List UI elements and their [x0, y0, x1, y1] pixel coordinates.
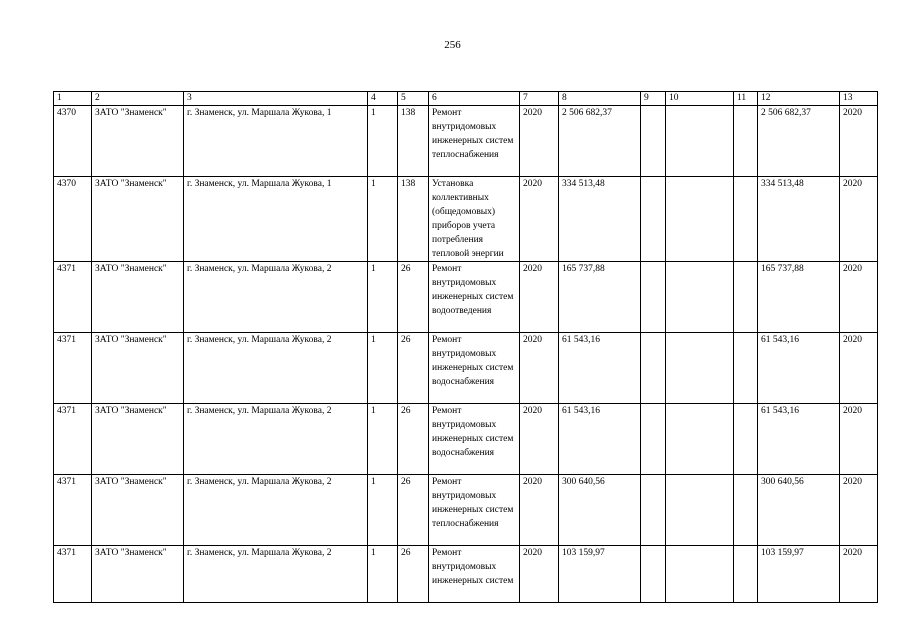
- cell-10-cell: [666, 106, 734, 177]
- header-cell: 3: [184, 92, 368, 106]
- year-cell: 2020: [520, 262, 559, 333]
- municipality-cell: ЗАТО "Знаменск": [92, 475, 184, 546]
- cell-5-cell: 26: [398, 475, 429, 546]
- work-type-cell: Установка коллективных (общедомовых) приборов учета потребления тепловой энергии: [429, 177, 520, 262]
- table-row: [54, 546, 878, 603]
- cell-4-cell: 1: [368, 333, 398, 404]
- total-cost-cell: 165 737,88: [758, 262, 840, 333]
- cell-10-cell: [666, 475, 734, 546]
- address-cell: г. Знаменск, ул. Маршала Жукова, 2: [184, 546, 368, 603]
- municipality-cell: ЗАТО "Знаменск": [92, 333, 184, 404]
- cell-10-cell: [666, 333, 734, 404]
- table-row: [54, 404, 878, 475]
- total-cost-cell: 300 640,56: [758, 475, 840, 546]
- row-number-cell: 4371: [54, 404, 92, 475]
- header-cell: 4: [368, 92, 398, 106]
- completion-year-cell: 2020: [840, 177, 878, 262]
- cost-cell: 165 737,88: [559, 262, 641, 333]
- completion-year-cell: 2020: [840, 404, 878, 475]
- row-number-cell: 4370: [54, 106, 92, 177]
- page-number: 256: [444, 39, 461, 51]
- cell-4-cell: 1: [368, 404, 398, 475]
- cell-11-cell: [734, 177, 758, 262]
- municipality-cell: ЗАТО "Знаменск": [92, 262, 184, 333]
- cell-11-cell: [734, 262, 758, 333]
- cell-4-cell: 1: [368, 106, 398, 177]
- total-cost-cell: 334 513,48: [758, 177, 840, 262]
- address-cell: г. Знаменск, ул. Маршала Жукова, 1: [184, 106, 368, 177]
- cell-4-cell: 1: [368, 177, 398, 262]
- header-cell: 13: [840, 92, 878, 106]
- total-cost-cell: 103 159,97: [758, 546, 840, 603]
- cost-cell: 300 640,56: [559, 475, 641, 546]
- year-cell: 2020: [520, 404, 559, 475]
- cell-9-cell: [641, 262, 666, 333]
- cell-4-cell: 1: [368, 475, 398, 546]
- cell-9-cell: [641, 106, 666, 177]
- work-type-cell: Ремонт внутридомовых инженерных систем водоснабжения: [429, 333, 520, 404]
- row-number-cell: 4371: [54, 262, 92, 333]
- total-cost-cell: 61 543,16: [758, 333, 840, 404]
- row-number-cell: 4371: [54, 546, 92, 603]
- cell-9-cell: [641, 333, 666, 404]
- total-cost-cell: 61 543,16: [758, 404, 840, 475]
- capital-repair-table: [53, 91, 878, 603]
- header-cell: 9: [641, 92, 666, 106]
- header-cell: 2: [92, 92, 184, 106]
- municipality-cell: ЗАТО "Знаменск": [92, 177, 184, 262]
- completion-year-cell: 2020: [840, 106, 878, 177]
- cell-9-cell: [641, 404, 666, 475]
- header-cell: 5: [398, 92, 429, 106]
- year-cell: 2020: [520, 177, 559, 262]
- row-number-cell: 4371: [54, 475, 92, 546]
- header-cell: 12: [758, 92, 840, 106]
- cell-10-cell: [666, 262, 734, 333]
- year-cell: 2020: [520, 546, 559, 603]
- completion-year-cell: 2020: [840, 475, 878, 546]
- address-cell: г. Знаменск, ул. Маршала Жукова, 2: [184, 333, 368, 404]
- year-cell: 2020: [520, 333, 559, 404]
- table-row: [54, 177, 878, 262]
- cell-4-cell: 1: [368, 546, 398, 603]
- cell-9-cell: [641, 475, 666, 546]
- total-cost-cell: 2 506 682,37: [758, 106, 840, 177]
- header-cell: 11: [734, 92, 758, 106]
- cell-10-cell: [666, 546, 734, 603]
- cell-5-cell: 26: [398, 262, 429, 333]
- table-row: [54, 475, 878, 546]
- cell-11-cell: [734, 106, 758, 177]
- cell-5-cell: 138: [398, 106, 429, 177]
- table-row: [54, 106, 878, 177]
- cost-cell: 334 513,48: [559, 177, 641, 262]
- completion-year-cell: 2020: [840, 333, 878, 404]
- table-row: [54, 262, 878, 333]
- header-cell: 6: [429, 92, 520, 106]
- row-number-cell: 4371: [54, 333, 92, 404]
- cell-5-cell: 26: [398, 404, 429, 475]
- cell-9-cell: [641, 177, 666, 262]
- cell-5-cell: 26: [398, 546, 429, 603]
- cell-11-cell: [734, 475, 758, 546]
- header-cell: 8: [559, 92, 641, 106]
- cell-9-cell: [641, 546, 666, 603]
- row-number-cell: 4370: [54, 177, 92, 262]
- address-cell: г. Знаменск, ул. Маршала Жукова, 2: [184, 475, 368, 546]
- table-row: [54, 333, 878, 404]
- cell-5-cell: 138: [398, 177, 429, 262]
- year-cell: 2020: [520, 475, 559, 546]
- header-cell: 7: [520, 92, 559, 106]
- municipality-cell: ЗАТО "Знаменск": [92, 404, 184, 475]
- municipality-cell: ЗАТО "Знаменск": [92, 106, 184, 177]
- address-cell: г. Знаменск, ул. Маршала Жукова, 2: [184, 262, 368, 333]
- municipality-cell: ЗАТО "Знаменск": [92, 546, 184, 603]
- cell-11-cell: [734, 333, 758, 404]
- cell-10-cell: [666, 177, 734, 262]
- header-cell: 10: [666, 92, 734, 106]
- work-type-cell: Ремонт внутридомовых инженерных систем теплоснабжения: [429, 475, 520, 546]
- cost-cell: 61 543,16: [559, 333, 641, 404]
- completion-year-cell: 2020: [840, 262, 878, 333]
- year-cell: 2020: [520, 106, 559, 177]
- header-cell: 1: [54, 92, 92, 106]
- completion-year-cell: 2020: [840, 546, 878, 603]
- cell-5-cell: 26: [398, 333, 429, 404]
- cell-11-cell: [734, 546, 758, 603]
- cost-cell: 61 543,16: [559, 404, 641, 475]
- address-cell: г. Знаменск, ул. Маршала Жукова, 1: [184, 177, 368, 262]
- work-type-cell: Ремонт внутридомовых инженерных систем теплоснабжения: [429, 106, 520, 177]
- cell-11-cell: [734, 404, 758, 475]
- address-cell: г. Знаменск, ул. Маршала Жукова, 2: [184, 404, 368, 475]
- cell-10-cell: [666, 404, 734, 475]
- work-type-cell: Ремонт внутридомовых инженерных систем водоотведения: [429, 262, 520, 333]
- cost-cell: 2 506 682,37: [559, 106, 641, 177]
- cost-cell: 103 159,97: [559, 546, 641, 603]
- header-row: [54, 92, 878, 106]
- work-type-cell: Ремонт внутридомовых инженерных систем водоснабжения: [429, 404, 520, 475]
- work-type-cell: Ремонт внутридомовых инженерных систем: [429, 546, 520, 603]
- cell-4-cell: 1: [368, 262, 398, 333]
